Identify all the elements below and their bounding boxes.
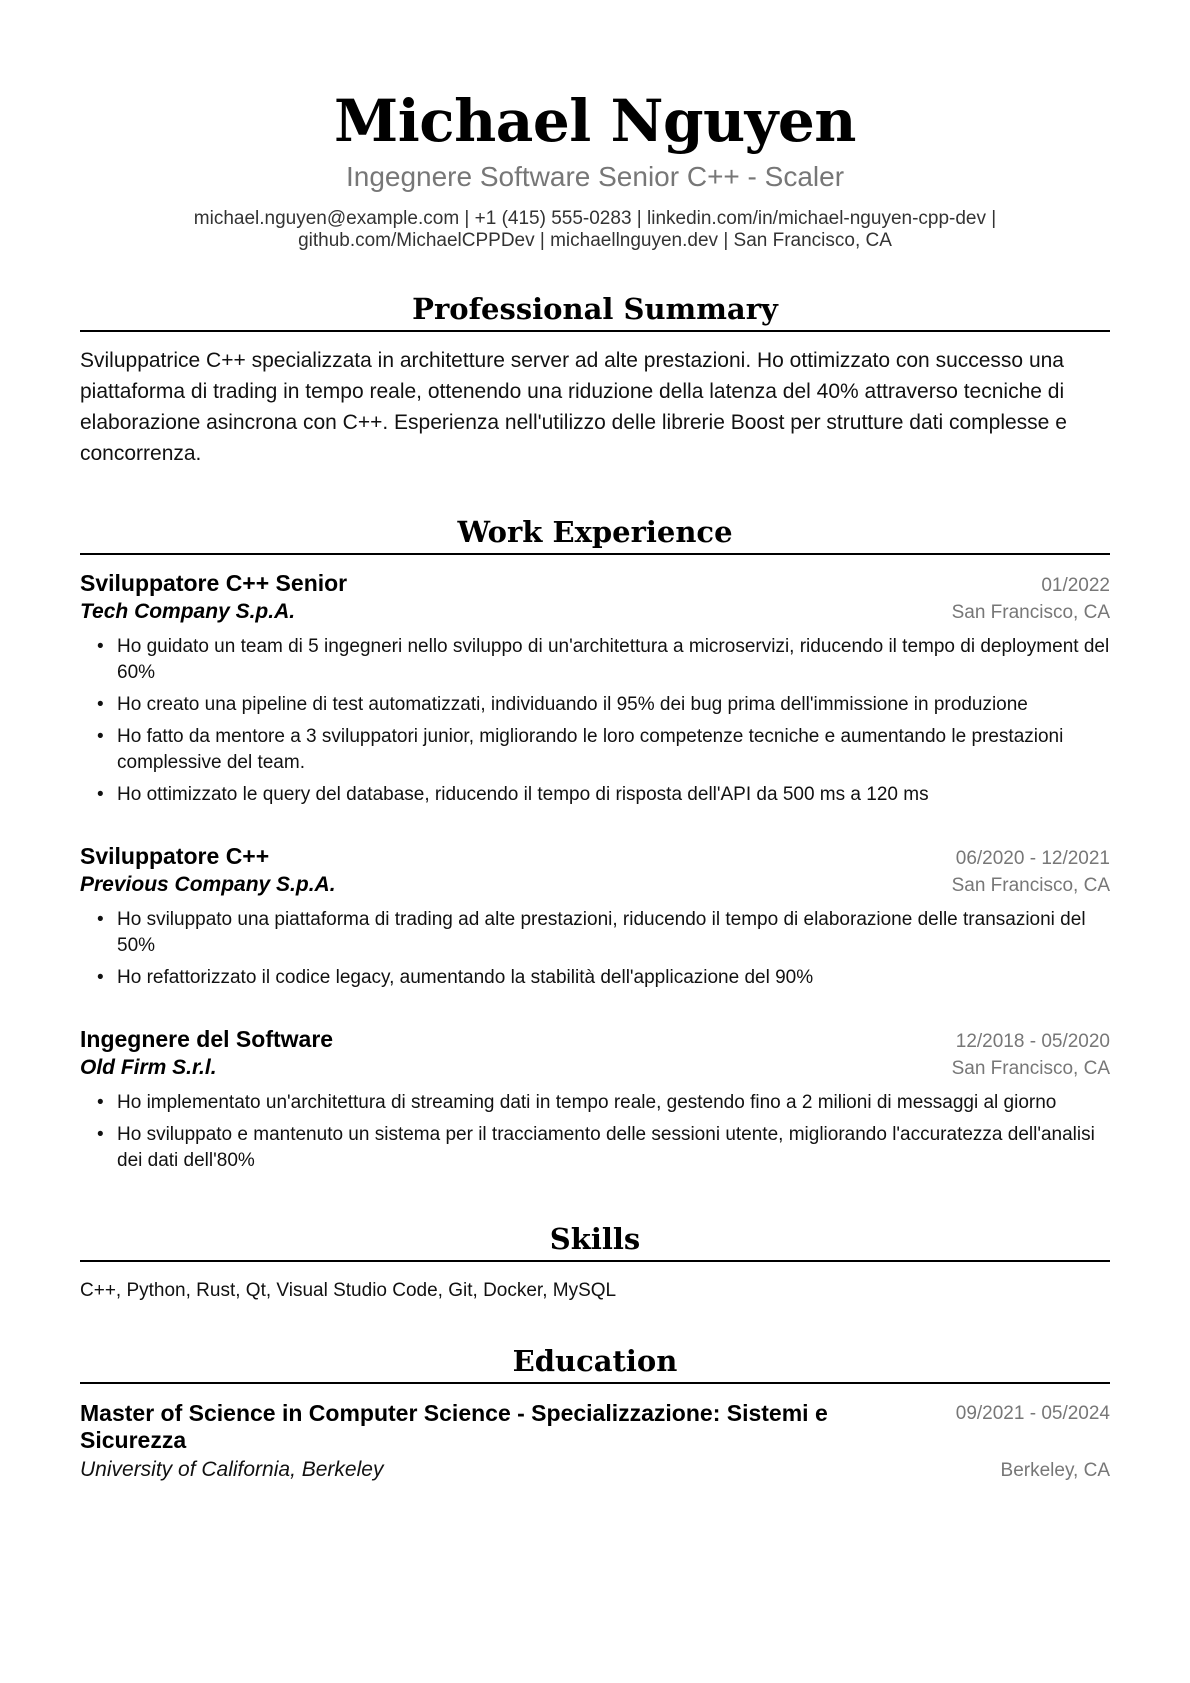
job-location: San Francisco, CA bbox=[951, 875, 1110, 896]
job-company: Old Firm S.r.l. bbox=[80, 1056, 217, 1079]
summary-text: Sviluppatrice C++ specializzata in architetture server ad alte prestazioni. Ho ottimizzato con successo una piattaforma di trading in tempo reale, ottenendo una riduzione della latenza del 40% attraverso tecniche di elaborazione asincrona con C++. Esperienza nell'utilizzo delle librerie Boost per strutture dati complesse e concorrenza. bbox=[80, 349, 1067, 465]
candidate-name: Michael Nguyen bbox=[334, 87, 856, 155]
section-title: Professional Summary bbox=[80, 290, 1110, 332]
list-item: • Ho ottimizzato le query del database, riducendo il tempo di risposta dell'API da 500 ms a 120 ms bbox=[97, 782, 1110, 808]
summary-section bbox=[80, 290, 1110, 469]
section-title: Skills bbox=[80, 1220, 1110, 1262]
job-subheader bbox=[80, 871, 1110, 899]
job-header bbox=[80, 1025, 1110, 1054]
job-entry bbox=[80, 569, 1110, 808]
experience-section bbox=[80, 513, 1110, 1174]
job-title: Sviluppatore C++ bbox=[80, 843, 270, 869]
job-subheader bbox=[80, 1054, 1110, 1082]
list-item: • Ho creato una pipeline di test automatizzati, individuando il 95% dei bug prima dell'immissione in produzione bbox=[97, 692, 1110, 718]
job-title: Sviluppatore C++ Senior bbox=[80, 570, 348, 596]
resume-header bbox=[80, 0, 1110, 252]
job-date: 06/2020 - 12/2021 bbox=[955, 848, 1110, 869]
job-company: Previous Company S.p.A. bbox=[80, 873, 336, 896]
job-bullets bbox=[80, 634, 1110, 808]
education-location: Berkeley, CA bbox=[1000, 1460, 1110, 1481]
list-item: • Ho implementato un'architettura di streaming dati in tempo reale, gestendo fino a 2 milioni di messaggi al giorno bbox=[97, 1090, 1110, 1116]
education-school: University of California, Berkeley bbox=[80, 1458, 384, 1481]
education-entry bbox=[80, 1400, 1110, 1484]
job-date: 12/2018 - 05/2020 bbox=[955, 1031, 1110, 1052]
section-title: Work Experience bbox=[80, 513, 1110, 555]
education-date: 09/2021 - 05/2024 bbox=[955, 1403, 1110, 1424]
job-entry bbox=[80, 1025, 1110, 1174]
job-title: Ingegnere del Software bbox=[80, 1026, 334, 1052]
job-header bbox=[80, 569, 1110, 598]
job-date: 01/2022 bbox=[1041, 575, 1110, 596]
contact-info bbox=[145, 208, 1045, 252]
education-header bbox=[80, 1400, 1110, 1454]
job-subheader bbox=[80, 598, 1110, 626]
job-header bbox=[80, 842, 1110, 871]
education-degree: Master of Science in Computer Science - Specializzazione: Sistemi e Sicurezza bbox=[80, 1400, 828, 1453]
job-entry bbox=[80, 842, 1110, 991]
job-location: San Francisco, CA bbox=[951, 1058, 1110, 1079]
job-bullets bbox=[80, 907, 1110, 991]
education-subheader bbox=[80, 1456, 1110, 1484]
skills-section bbox=[80, 1220, 1110, 1304]
candidate-role: Ingegnere Software Senior C++ - Scaler bbox=[345, 161, 845, 192]
list-item: • Ho sviluppato e mantenuto un sistema per il tracciamento delle sessioni utente, migliorando l'accuratezza dell'analisi dei dati dell'80% bbox=[97, 1122, 1110, 1174]
contact-line: michael.nguyen@example.com | +1 (415) 555-0283 | linkedin.com/in/michael-nguyen-cpp-dev | bbox=[193, 208, 997, 229]
job-location: San Francisco, CA bbox=[951, 602, 1110, 623]
skills-text: C++, Python, Rust, Qt, Visual Studio Code, Git, Docker, MySQL bbox=[80, 1280, 617, 1301]
list-item: • Ho guidato un team di 5 ingegneri nello sviluppo di un'architettura a microservizi, riducendo il tempo di deployment del 60% bbox=[97, 634, 1110, 686]
list-item: • Ho sviluppato una piattaforma di trading ad alte prestazioni, riducendo il tempo di elaborazione delle transazioni del 50% bbox=[97, 907, 1110, 959]
list-item: • Ho fatto da mentore a 3 sviluppatori junior, migliorando le loro competenze tecniche e aumentando le prestazioni complessive del team. bbox=[97, 724, 1110, 776]
job-company: Tech Company S.p.A. bbox=[80, 600, 296, 623]
contact-line: github.com/MichaelCPPDev | michaellnguyen.dev | San Francisco, CA bbox=[298, 230, 892, 251]
list-item: • Ho refattorizzato il codice legacy, aumentando la stabilità dell'applicazione del 90% bbox=[97, 965, 1110, 991]
section-title: Education bbox=[80, 1342, 1110, 1384]
job-bullets bbox=[80, 1090, 1110, 1174]
education-section bbox=[80, 1342, 1110, 1484]
